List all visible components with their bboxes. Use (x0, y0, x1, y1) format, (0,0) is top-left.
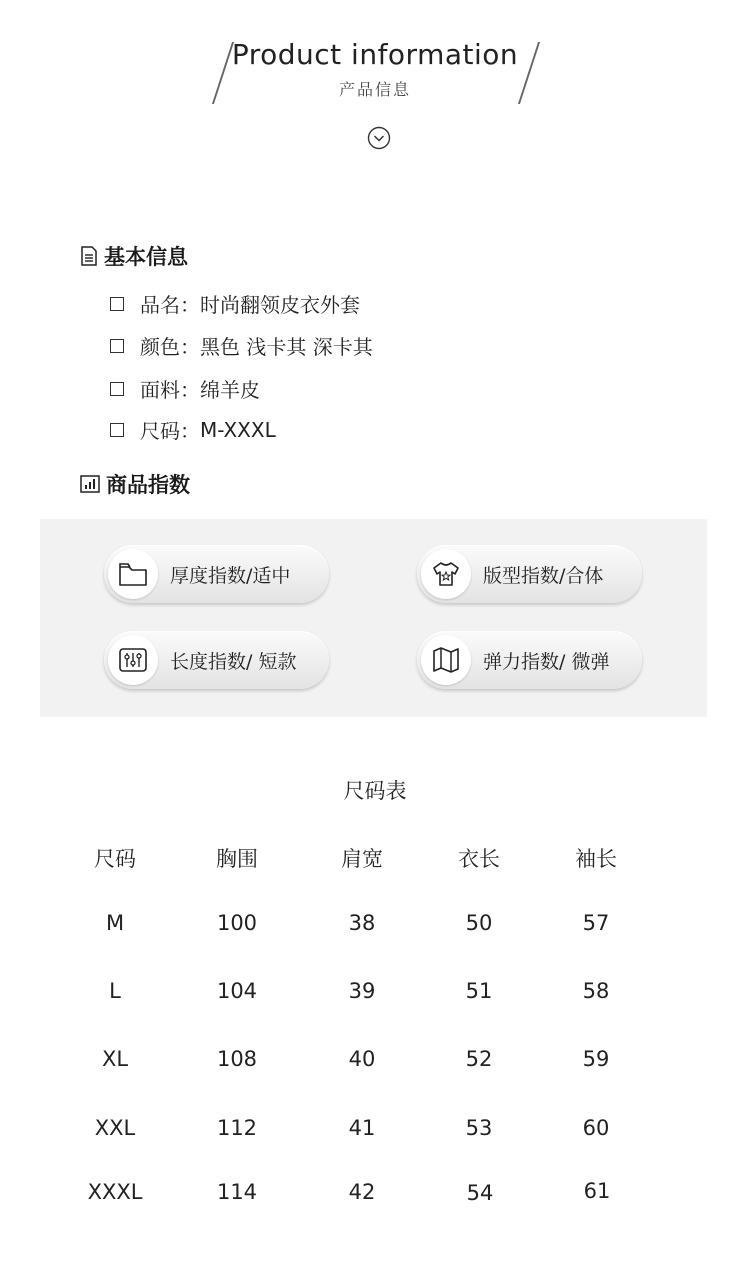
index-pill-fit (417, 545, 642, 603)
header-title: Product information (231, 38, 519, 71)
index-pill-length (104, 631, 329, 689)
table-cell: XXXL (87, 1180, 143, 1204)
table-header-cell: 袖长 (575, 847, 617, 871)
table-cell: XL (101, 1047, 129, 1071)
table-cell: 60 (582, 1116, 610, 1140)
document-icon (80, 246, 98, 266)
pill-icon-circle (421, 549, 471, 599)
page-header (0, 0, 750, 170)
table-cell: 40 (348, 1047, 376, 1071)
basic-info-heading-text: 基本信息 (104, 245, 188, 269)
table-cell: 39 (348, 979, 376, 1003)
info-row-fabric (110, 374, 260, 403)
table-cell: 51 (465, 979, 493, 1003)
info-label: 面料： (140, 378, 200, 402)
table-cell: L (109, 979, 121, 1003)
table-cell: 104 (216, 979, 258, 1003)
info-label: 尺码： (140, 419, 200, 443)
pill-icon-circle (108, 549, 158, 599)
product-index-heading-text: 商品指数 (106, 473, 190, 497)
table-cell: M (105, 911, 125, 935)
checkbox-square (110, 382, 124, 396)
pill-text: 版型指数/合体 (483, 564, 604, 587)
table-cell: 112 (216, 1116, 258, 1140)
table-cell: 42 (348, 1180, 376, 1204)
table-header-cell: 衣长 (458, 847, 500, 871)
info-value: 黑色 浅卡其 深卡其 (200, 335, 373, 359)
table-cell: 50 (465, 911, 493, 935)
table-cell: 38 (348, 911, 376, 935)
info-label: 颜色： (140, 335, 200, 359)
sliders-icon (118, 647, 148, 673)
table-cell: 58 (582, 979, 610, 1003)
chevron-down-icon (367, 126, 391, 150)
checkbox-square (110, 423, 124, 437)
info-value: 绵羊皮 (200, 378, 260, 402)
table-cell: 100 (216, 911, 258, 935)
pill-text: 长度指数/ 短款 (170, 650, 297, 673)
index-pill-elasticity (417, 631, 642, 689)
header-subtitle: 产品信息 (338, 80, 411, 99)
folder-icon (118, 561, 148, 587)
table-cell: 53 (465, 1116, 493, 1140)
index-panel (40, 519, 707, 717)
tshirt-icon (431, 560, 461, 588)
info-row-name (110, 289, 360, 318)
map-icon (431, 646, 461, 674)
table-cell: 57 (582, 911, 610, 935)
table-cell: 114 (216, 1180, 258, 1204)
info-row-size (110, 415, 276, 444)
info-row-color (110, 331, 373, 360)
table-cell: 41 (348, 1116, 376, 1140)
product-index-heading (80, 469, 190, 499)
bar-chart-icon (80, 475, 100, 493)
table-cell: 108 (216, 1047, 258, 1071)
index-pill-thickness (104, 545, 329, 603)
table-header-cell: 胸围 (216, 847, 258, 871)
pill-text: 厚度指数/适中 (170, 564, 291, 587)
checkbox-square (110, 339, 124, 353)
pill-icon-circle (421, 635, 471, 685)
pill-text: 弹力指数/ 微弹 (483, 650, 610, 673)
table-cell: 52 (465, 1047, 493, 1071)
table-cell: 54 (466, 1181, 494, 1205)
info-label: 品名： (140, 293, 200, 317)
info-value: 时尚翻领皮衣外套 (200, 293, 360, 317)
basic-info-heading (80, 241, 188, 271)
table-cell: 59 (582, 1047, 610, 1071)
checkbox-square (110, 297, 124, 311)
pill-icon-circle (108, 635, 158, 685)
table-cell: 61 (583, 1179, 611, 1203)
info-value: M-XXXL (200, 417, 276, 442)
size-table-title: 尺码表 (343, 779, 407, 803)
table-header-cell: 尺码 (94, 847, 136, 871)
table-cell: XXL (94, 1116, 136, 1140)
table-header-cell: 肩宽 (341, 847, 383, 871)
